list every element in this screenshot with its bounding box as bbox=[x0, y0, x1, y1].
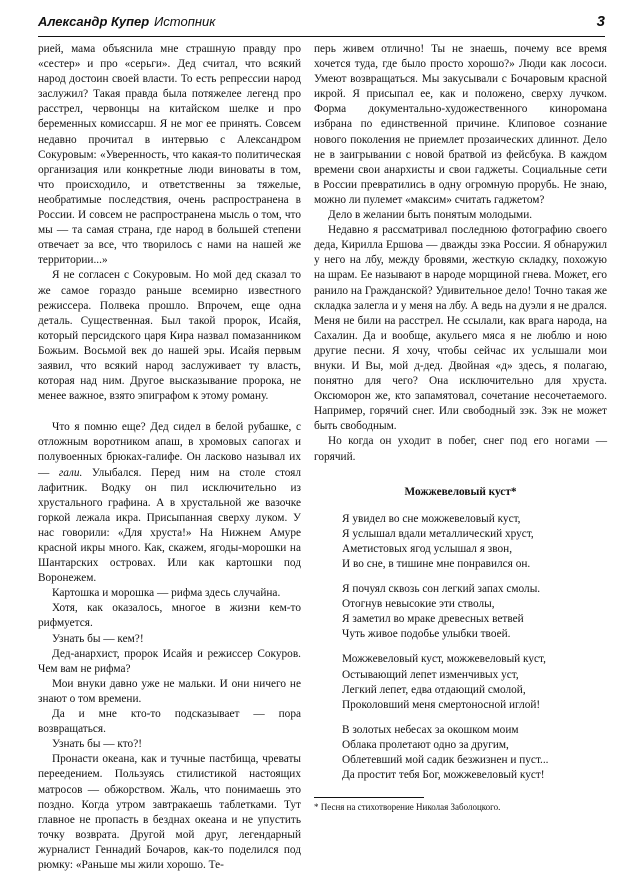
poem-line: Остывающий лепет изменчивых уст, bbox=[342, 668, 519, 681]
poem-stanza bbox=[342, 582, 607, 642]
poem-line: Я заметил во мраке древесных ветвей bbox=[342, 613, 524, 626]
poem-line: Чуть живое подобье улыбки твоей. bbox=[342, 628, 511, 641]
footnote-divider bbox=[314, 797, 424, 798]
paragraph bbox=[38, 420, 301, 586]
poem-stanza bbox=[342, 512, 607, 572]
poem-line: Проколовший меня смертоносной иглой! bbox=[342, 698, 541, 711]
paragraph: Я не согласен с Сокуровым. Но мой дед сказал то же самое гораздо раньше всемирно известного режиссера. Полвека прошло. Впрочем, еще одна деталь. Существенная. Был такой пророк, Исайя, который персидского царя Кира назвал помазанником Божьим. Восьмой век до нашей эры. Исайя первым заявил, что всякий народ заслуживает ту власть, которая над ним. Другое высказывание пророка, не менее важное, взято эпиграфом к этому роману. bbox=[38, 269, 301, 403]
italic-word: гали. bbox=[58, 466, 83, 479]
poem-line: И во сне, в тишине мне понравился он. bbox=[342, 558, 531, 570]
poem-line: Да простит тебя Бог, можжевеловый куст! bbox=[342, 769, 545, 782]
paragraph: Пронасти океана, как и тучные пастбища, чреваты переедением. Пользуясь стилистикой настоящих матросов — обжорством. Жаль, что понимаешь это поздно. Когда утром завтракаешь таблетками. Тут главное не пропасть в безднах океана и не упустить точку возврата. Другой мой друг, легендарный журналист Геннадий Бочаров, как-то поделился под рюмку: «Раньше мы жили хорошо. Те- bbox=[38, 753, 301, 871]
paragraph-text: Улыбался. Перед ним на столе стоял лафитник. Водку он пил исключительно из хрустального графина. А в хрустальной же вазочке горкой лежала икра. Присыпанная сверху луком. У нас говорили: «Для хруста!» На Нижнем Амуре красной икры много. Как, скажем, ягоды-морошки на Шантарских островах. Или как картошки под Воронежем. bbox=[38, 466, 301, 585]
poem-line: В золотых небесах за окошком моим bbox=[342, 723, 519, 736]
footnote: * Песня на стихотворение Николая Заболоцкого. bbox=[314, 802, 501, 813]
paragraph: Но когда он уходит в побег, снег под его ногами — горячий. bbox=[314, 435, 607, 463]
paragraph: Дело в желании быть понятым молодыми. bbox=[328, 209, 533, 222]
paragraph: Узнать бы — кем?! bbox=[52, 632, 144, 645]
poem-line: Облетевший мой садик безжизнен и пуст... bbox=[342, 754, 549, 767]
poem-line: Я услышал вдали металлический хруст, bbox=[342, 527, 534, 540]
poem-title: Можжевеловый куст* bbox=[404, 485, 517, 498]
poem-line: Отогнув невысокие эти стволы, bbox=[342, 598, 495, 611]
header-author: Александр Купер bbox=[38, 14, 150, 29]
paragraph: Да и мне кто-то подсказывает — пора возвращаться. bbox=[38, 708, 301, 736]
poem-line: Я почуял сквозь сон легкий запах смолы. bbox=[342, 583, 541, 596]
right-column bbox=[314, 42, 607, 813]
paragraph: рией, мама объяснила мне страшную правду про «сестер» и про «серьги». Дед считал, что всякий народ достоин своей власти. То есть репрессии народ заслужил? Такая правда была потяжелее легенд про расстрел, червонцы на китайском шелке и про беременных комиссарш. Я не мог ее принять. Совсем недавно прочитал в интервью с Александром Сокуровым: «Уверенность, что какая-то политическая организация или конкретные люди виноваты в том, что происходило, и ответственны за тяжелые, необратимые последствия, очень распространена в России. И совсем не распространена мысль о том, что мы — та самая страна, где народ в большей степени отвечает за все, что творилось с нами на нашей же территории...» bbox=[38, 43, 301, 267]
poem-line: Легкий лепет, едва отдающий смолой, bbox=[342, 683, 526, 696]
left-column bbox=[38, 42, 301, 873]
poem-stanza bbox=[342, 723, 607, 783]
paragraph: Дед-анархист, пророк Исайя и режиссер Сокуров. Чем вам не рифма? bbox=[38, 647, 301, 675]
paragraph: Картошка и морошка — рифма здесь случайна. bbox=[52, 587, 281, 600]
page-number: 3 bbox=[596, 13, 605, 30]
paragraph: перь живем отлично! Ты не знаешь, почему все время хочется туда, где было просто хорошо?» Люди как лососи. Умеют возвращаться. Мы закусывали с Бочаровым красной икрой. Я присыпал ее, как и положено, сверху лучком. Форма документально-художественного кинороманa избрана по единственной причине. Клиповое сознание нового поколения не приемлет прозаических длиннот. Дело не в заигрывании с новой братвой из фейсбука. В каждом времени свои анархисты и свои гаджеты. Социальные сети в России превратились в одну огромную прорубь. Не знаю, можно ли пулемет «максим» считать гаджетом? bbox=[314, 43, 607, 206]
paragraph: Узнать бы — кто?! bbox=[52, 738, 142, 751]
paragraph: Хотя, как оказалось, многое в жизни кем-то рифмуется. bbox=[38, 602, 301, 630]
poem-line: Я увидел во сне можжевеловый куст, bbox=[342, 512, 521, 525]
running-header bbox=[38, 14, 605, 37]
poem-line: Облака пролетают одно за другим, bbox=[342, 738, 509, 751]
header-journal: Истопник bbox=[154, 14, 216, 29]
poem-line: Аметистовых ягод услышал я звон, bbox=[342, 542, 513, 555]
poem-stanza bbox=[342, 652, 607, 712]
paragraph: Недавно я рассматривал последнюю фотографию своего деда, Кирилла Ершова — дважды зэка России. Я обнаружил у него на лбу, между бровями, жесткую складку, похожую на шрам. Ее называют в народе морщиной гнева. Может, его ранило на Гражданской? Удивительное дело! Точно такая же складка залегла и у меня на лбу. А ведь на дуэли я не дрался. Меня не били на расстрел. Не ссылали, как врага народа, на Сахалин. Да и вообще, акульего мяса я не люблю и ною другие песни. Я хочу, чтобы сейчас их услышали мои внуки. И Вы, мой д-дед. Двойная «д» здесь, я полагаю, понятно для чего? Она исключительно для хруста. Оксюморон же, кто запамятовал, сочетание несочетаемого. Например, горячий снег. Или свободный зэк. Зэк не может быть свободным. bbox=[314, 224, 607, 433]
paragraph-text: Что я помню еще? Дед сидел в белой рубашке, с отложным воротником апаш, в хромовых сапогах и полувоенных брюках-галифе. Он ласково называл их — bbox=[38, 421, 301, 479]
paragraph: Мои внуки давно уже не мальки. И они ничего не знают о том времени. bbox=[38, 677, 301, 705]
poem-line: Можжевеловый куст, можжевеловый куст, bbox=[342, 653, 546, 666]
